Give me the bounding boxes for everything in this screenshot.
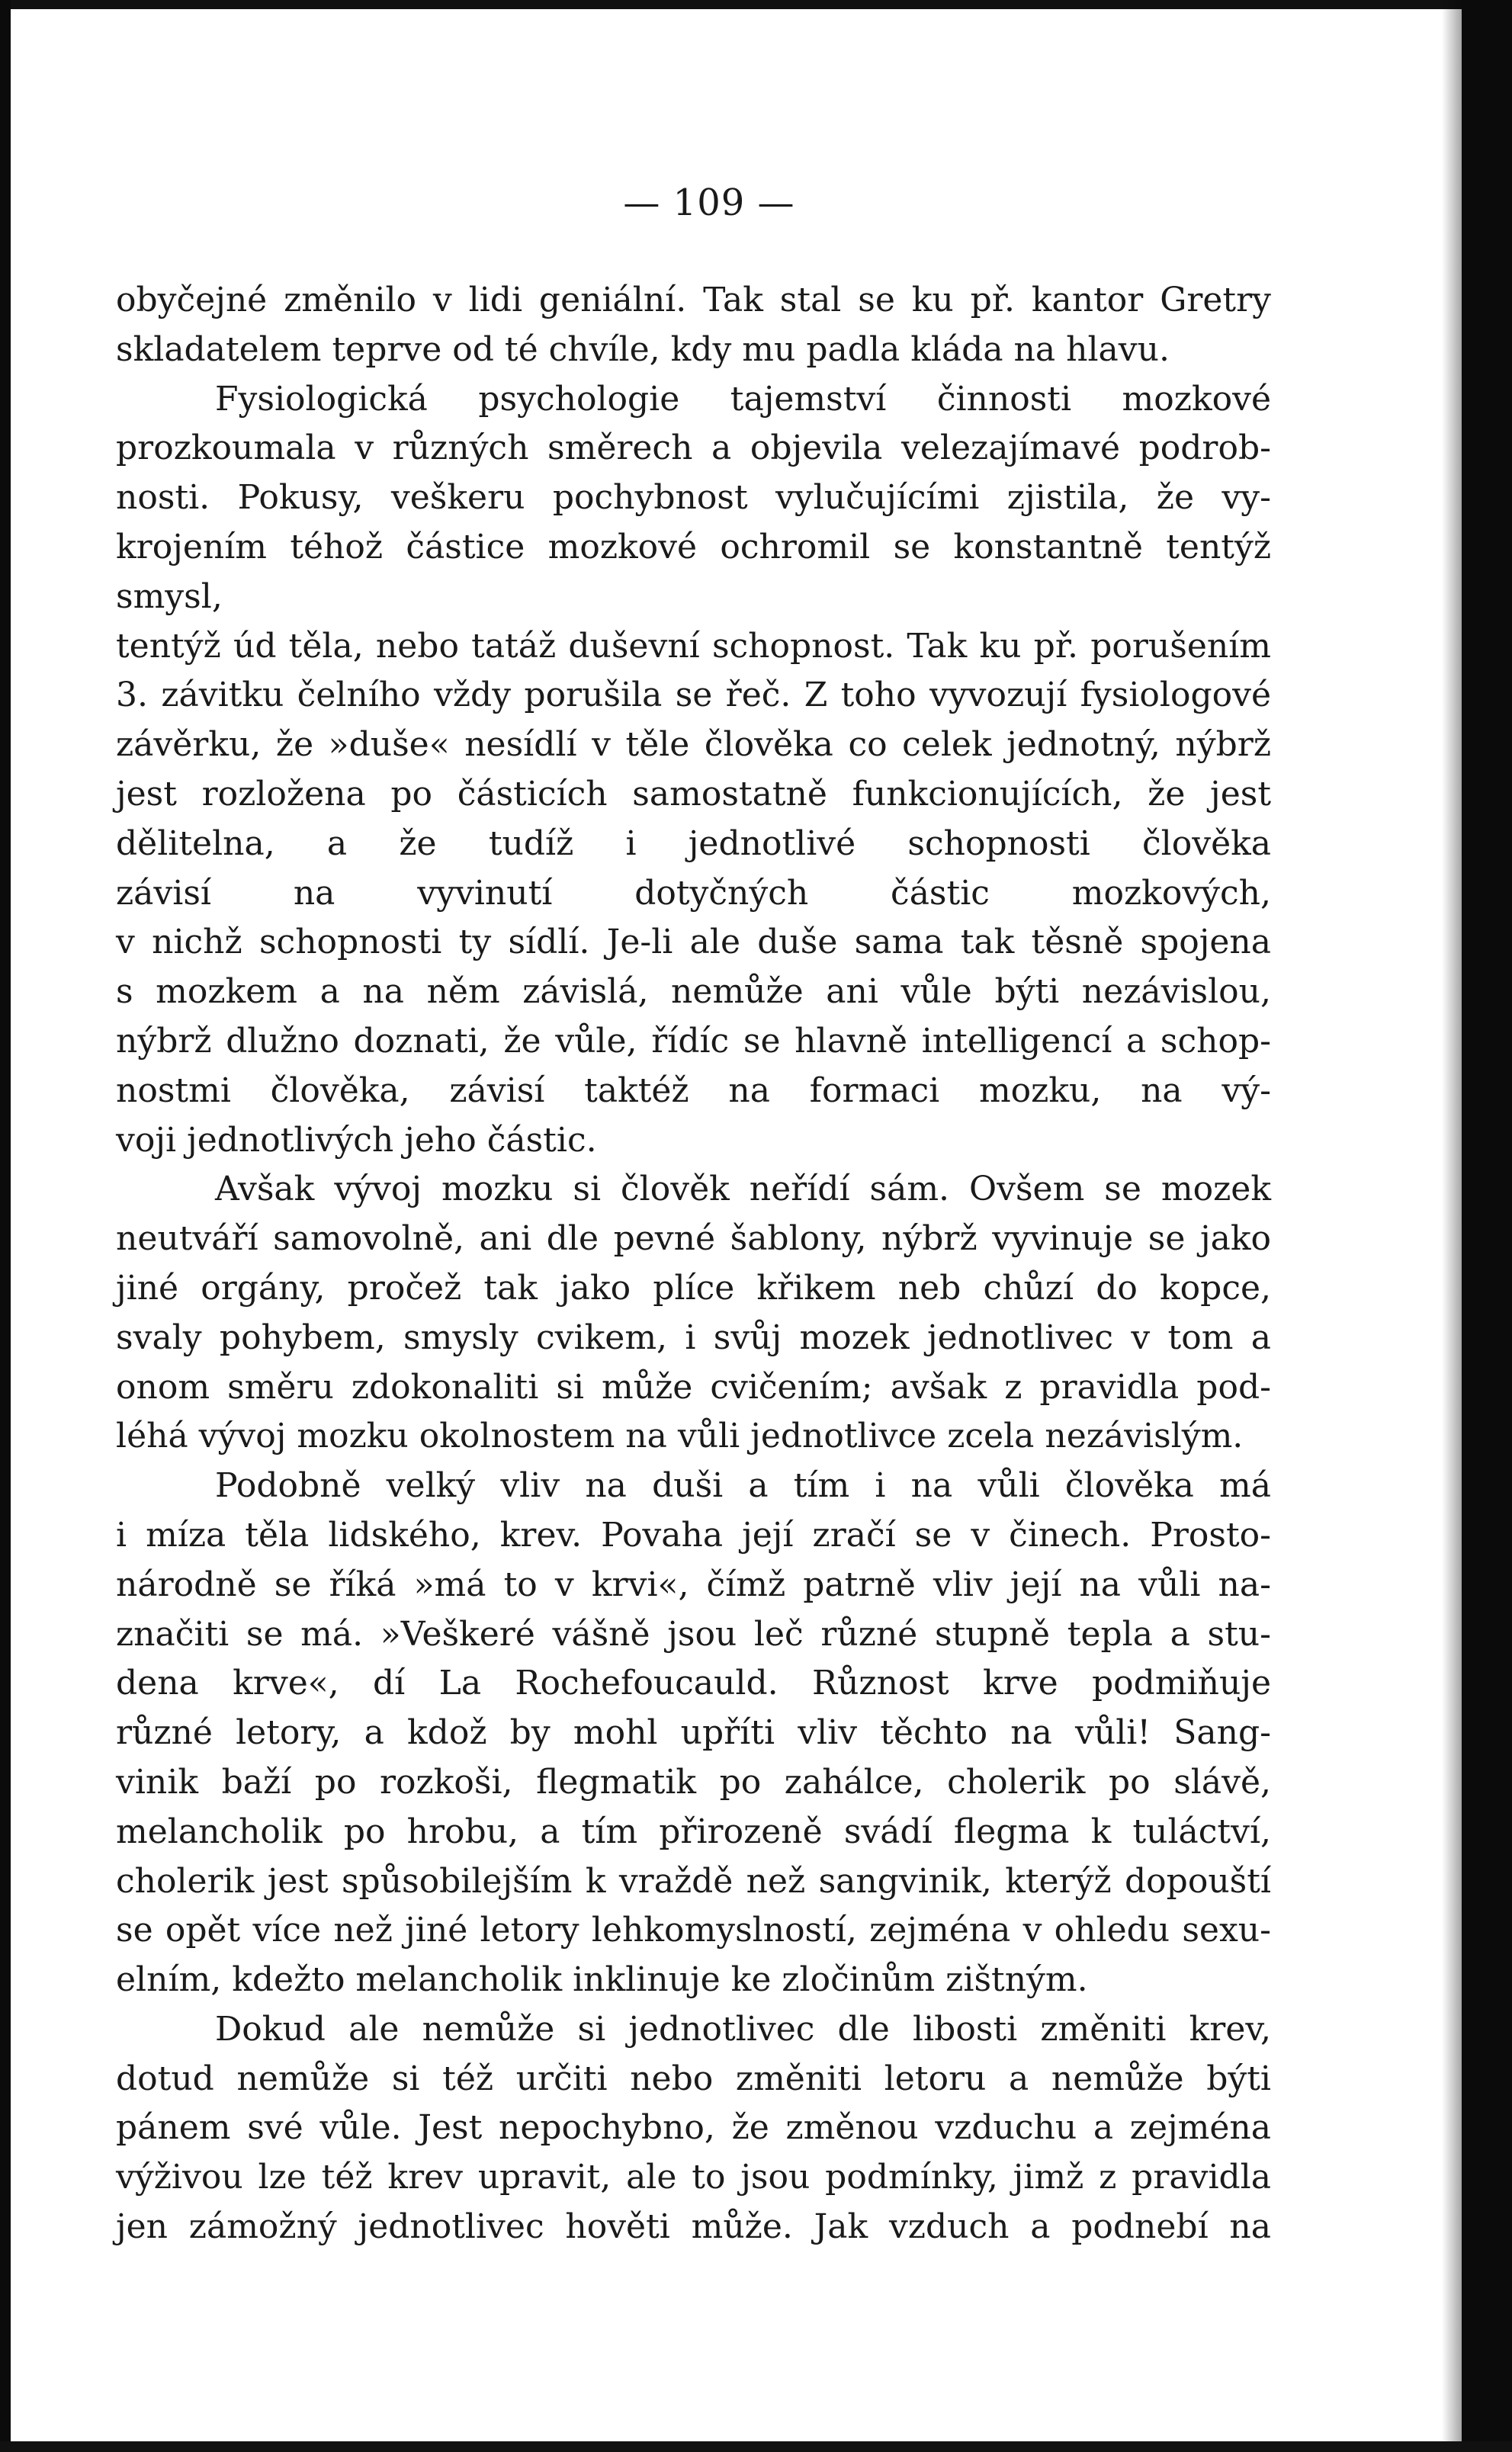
text-line: obyčejné změnilo v lidi geniální. Tak stal se ku př. kantor Gretry: [116, 281, 1271, 319]
text-line: závěrku, že »duše« nesídlí v těle člověka co celek jednotný, nýbrž: [116, 725, 1271, 765]
text-line: vinik baží po rozkoši, flegmatik po zahálce, cholerik po slávě,: [116, 1762, 1271, 1802]
text-line: Avšak vývoj mozku si člověk neřídí sám. Ovšem se mozek: [215, 1170, 1271, 1209]
text-line: dělitelna, a že tudíž i jednotlivé schopnosti člověka: [116, 823, 1271, 863]
text-line: skladatelem teprve od té chvíle, kdy mu padla kláda na hlavu.: [116, 329, 1170, 369]
text-line: svaly pohybem, smysly cvikem, i svůj mozek jednotlivec v tom a: [116, 1317, 1271, 1357]
text-line: závisí na vyvinutí dotyčných částic mozkových,: [116, 873, 1271, 913]
text-line: melancholik po hrobu, a tím přirozeně svádí flegma k tuláctví,: [116, 1812, 1271, 1851]
text-line: značiti se má. »Veškeré vášně jsou leč různé stupně tepla a stu-: [116, 1614, 1271, 1654]
text-line: dotud nemůže si též určiti nebo změniti letoru a nemůže býti: [116, 2059, 1271, 2098]
text-line: Dokud ale nemůže si jednotlivec dle libosti změniti krev,: [215, 2009, 1271, 2049]
text-line: jiné orgány, pročež tak jako plíce křikem neb chůzí do kopce,: [116, 1268, 1271, 1308]
text-line: krojením téhož částice mozkové ochromil se konstantně tentýž smysl,: [116, 527, 1271, 616]
page-number: — 109 —: [623, 181, 795, 224]
body-text: [116, 276, 1271, 2252]
text-line: výživou lze též krev upravit, ale to jsou podmínky, jimž z pravidla: [116, 2158, 1271, 2197]
text-line: onom směru zdokonaliti si může cvičením; avšak z pravidla pod-: [116, 1367, 1271, 1407]
text-line: léhá vývoj mozku okolnostem na vůli jednotlivce zcela nezávislým.: [116, 1417, 1244, 1456]
text-line: Podobně velký vliv na duši a tím i na vůli člověka má: [215, 1466, 1271, 1506]
text-line: různé letory, a kdož by mohl upříti vliv těchto na vůli! Sang-: [116, 1713, 1271, 1753]
text-line: Fysiologická psychologie tajemství činnosti mozkové: [215, 379, 1271, 419]
text-line: nýbrž dlužno doznati, že vůle, řídíc se hlavně intelligencí a schop-: [116, 1021, 1271, 1061]
text-line: se opět více než jiné letory lehkomyslností, zejména v ohledu sexu-: [116, 1911, 1271, 1950]
text-line: tentýž úd těla, nebo tatáž duševní schopnost. Tak ku př. porušením: [116, 626, 1271, 666]
text-line: cholerik jest spůsobilejším k vraždě než sangvinik, kterýž dopouští: [116, 1861, 1271, 1901]
text-line: i míza těla lidského, krev. Povaha její zračí se v činech. Prosto-: [116, 1515, 1271, 1555]
text-line: nosti. Pokusy, veškeru pochybnost vylučujícími zjistila, že vy-: [116, 478, 1271, 518]
text-line: pánem své vůle. Jest nepochybno, že změnou vzduchu a zejména: [116, 2108, 1271, 2148]
text-line: jen zámožný jednotlivec hověti může. Jak vzduch a podnebí na: [116, 2207, 1271, 2247]
text-line: dena krve«, dí La Rochefoucauld. Různost krve podmiňuje: [116, 1664, 1271, 1703]
text-line: 3. závitku čelního vždy porušila se řeč. Z toho vyvozují fysiologové: [116, 676, 1271, 715]
text-line: neutváří samovolně, ani dle pevné šablony, nýbrž vyvinuje se jako: [116, 1219, 1271, 1259]
text-line: jest rozložena po částicích samostatně funkcionujících, že jest: [116, 774, 1271, 814]
text-line: nostmi člověka, závisí taktéž na formaci mozku, na vý-: [116, 1070, 1271, 1110]
text-line: v nichž schopnosti ty sídlí. Je-li ale duše sama tak těsně spojena: [116, 923, 1271, 962]
text-line: elním, kdežto melancholik inklinuje ke zločinům zištným.: [116, 1960, 1088, 2000]
text-line: voji jednotlivých jeho částic.: [116, 1120, 597, 1160]
text-line: prozkoumala v různých směrech a objevila velezajímavé podrob-: [116, 428, 1271, 468]
text-line: národně se říká »má to v krvi«, čímž patrně vliv její na vůli na-: [116, 1565, 1271, 1604]
text-line: s mozkem a na něm závislá, nemůže ani vůle býti nezávislou,: [116, 972, 1271, 1012]
